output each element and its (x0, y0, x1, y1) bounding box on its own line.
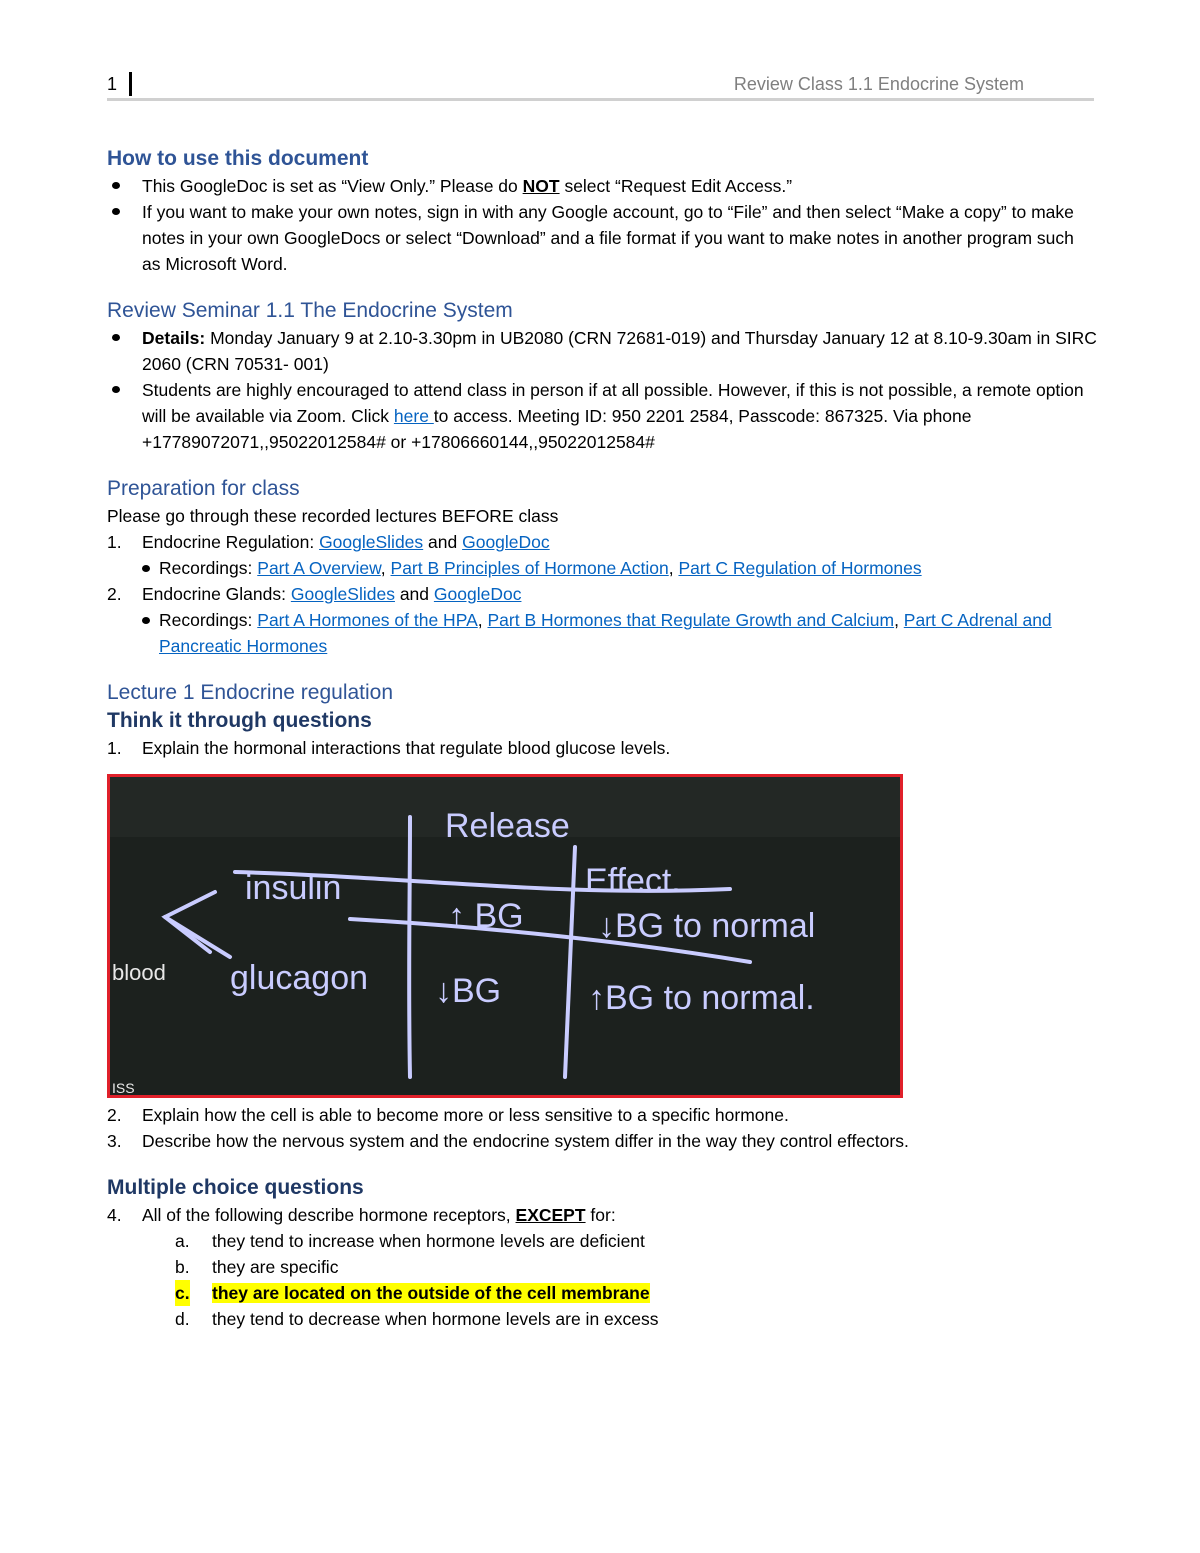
mc-heading: Multiple choice questions (107, 1176, 364, 1199)
prep-heading: Preparation for class (107, 477, 300, 500)
question-text: Explain how the cell is able to become more or less sensitive to a specific hormone. (142, 1105, 789, 1125)
think-list-cont (107, 1102, 1097, 1154)
think-list (107, 735, 1097, 761)
header-divider (129, 72, 132, 96)
board-glucagon: glucagon (230, 959, 369, 997)
question-text: Explain the hormonal interactions that regulate blood glucose levels. (142, 738, 671, 758)
attend-text: Students are highly encouraged to attend class in person if at all possible. However, if this is not possible, a remote option will be available via Zoom. Click (142, 380, 1084, 426)
option-c-correct (107, 1280, 1097, 1306)
page-number: 1 (107, 74, 118, 94)
prep-item-label: Endocrine Regulation: (142, 532, 320, 552)
how-to-heading: How to use this document (107, 147, 369, 170)
recording-link[interactable]: Part C Adrenal and Pancreatic Hormones (159, 610, 1052, 656)
question-number: 1. (107, 738, 122, 758)
recording-link[interactable]: Part B Hormones that Regulate Growth and Calcium (487, 610, 895, 630)
how-to-bullet-1 (107, 173, 1097, 199)
board-glucagon-effect: ↑BG to normal. (588, 979, 815, 1017)
question-tail: for: (585, 1205, 616, 1225)
seminar-details (107, 325, 1097, 377)
option-a (107, 1228, 1097, 1254)
details-label: Details: (142, 328, 206, 348)
recording-link[interactable]: Part B Principles of Hormone Action (390, 558, 669, 578)
mc-list (107, 1202, 1097, 1228)
board-release: Release (445, 807, 570, 845)
board-effect: Effect. (585, 862, 681, 900)
option-letter: a. (175, 1231, 190, 1251)
attend-tail: to access. Meeting ID: 950 2201 2584, Passcode: 867325. Via phone +17789072071,,95022012584# or +17806660144,,95022012584# (142, 406, 972, 452)
board-insulin: insulin (245, 869, 342, 907)
how-to-list (107, 173, 1097, 277)
option-letter: d. (175, 1309, 190, 1329)
not-emphasis: NOT (522, 176, 560, 196)
board-corner-label: ISS (112, 1080, 135, 1095)
question-4 (107, 1202, 1097, 1228)
prep-list (107, 529, 1097, 659)
prep-item-2 (107, 581, 1097, 659)
lecture-heading: Lecture 1 Endocrine regulation (107, 681, 394, 704)
document-body (107, 145, 1097, 1332)
option-letter: c. (175, 1280, 190, 1306)
question-number: 2. (107, 1105, 122, 1125)
prep-item-number: 2. (107, 584, 122, 604)
slides-link[interactable]: GoogleSlides (319, 532, 424, 552)
header-title: Review Class 1.1 Endocrine System (733, 74, 1024, 94)
how-to-bullet-2: If you want to make your own notes, sign in with any Google account, go to “File” and then select “Make a copy” to make notes in your own GoogleDocs or select “Download” and a file format if you want to make notes in another program such as Microsoft Word. (107, 199, 1097, 277)
recordings-line: Recordings: Part A Hormones of the HPA, Part B Hormones that Regulate Growth and Calcium, Part C Adrenal and Pancreatic Hormones (142, 607, 1097, 659)
doc-link[interactable]: GoogleDoc (433, 584, 522, 604)
option-text: they are specific (212, 1257, 339, 1277)
option-d (107, 1306, 1097, 1332)
option-text: they tend to increase when hormone levels are deficient (212, 1231, 645, 1251)
think-heading: Think it through questions (107, 709, 372, 732)
recordings-label: Recordings: (159, 558, 253, 578)
question-2 (107, 1102, 1097, 1128)
recording-link[interactable]: Part C Regulation of Hormones (678, 558, 922, 578)
option-letter: b. (175, 1257, 190, 1277)
prep-intro: Please go through these recorded lectures BEFORE class (107, 506, 559, 526)
question-text: Describe how the nervous system and the endocrine system differ in the way they control effectors. (142, 1131, 909, 1151)
recording-link[interactable]: Part A Overview (257, 558, 381, 578)
how-to-b1-tail: select “Request Edit Access.” (559, 176, 793, 196)
option-text: they tend to decrease when hormone levels are in excess (212, 1309, 659, 1329)
recording-link[interactable]: Part A Hormones of the HPA (257, 610, 478, 630)
except-emphasis: EXCEPT (515, 1205, 586, 1225)
board-insulin-release: ↑ BG (448, 897, 524, 935)
details-text: Monday January 9 at 2.10-3.30pm in UB2080 (CRN 72681-019) and Thursday January 12 at 8.10-9.30am in SIRC 2060 (CRN 70531- 001) (142, 328, 1097, 374)
seminar-heading: Review Seminar 1.1 The Endocrine System (107, 299, 513, 322)
how-to-b1-text: This GoogleDoc is set as “View Only.” Please do (142, 176, 523, 196)
and-text: and (394, 584, 434, 604)
seminar-list (107, 325, 1097, 455)
option-text-highlighted: they are located on the outside of the cell membrane (212, 1283, 650, 1303)
recordings-label: Recordings: (159, 610, 253, 630)
question-number: 4. (107, 1205, 122, 1225)
and-text: and (423, 532, 463, 552)
question-1 (107, 735, 1097, 761)
board-blood-label: blood (112, 960, 166, 985)
board-glucagon-release: ↓BG (435, 972, 502, 1010)
whiteboard-image (107, 774, 903, 1098)
zoom-link[interactable]: here (393, 406, 434, 426)
question-3 (107, 1128, 1097, 1154)
recordings-line: Recordings: Part A Overview, Part B Principles of Hormone Action, Part C Regulation of Hormones (142, 555, 1097, 581)
question-text: All of the following describe hormone receptors, (142, 1205, 516, 1225)
slides-link[interactable]: GoogleSlides (290, 584, 395, 604)
option-b (107, 1254, 1097, 1280)
prep-item-label: Endocrine Glands: (142, 584, 291, 604)
prep-item-1 (107, 529, 1097, 581)
whiteboard-drawing (110, 777, 900, 1095)
page-header (107, 72, 1094, 101)
doc-link[interactable]: GoogleDoc (462, 532, 550, 552)
seminar-attendance (107, 377, 1097, 455)
prep-item-number: 1. (107, 532, 122, 552)
question-number: 3. (107, 1131, 122, 1151)
board-insulin-effect: ↓BG to normal (598, 907, 816, 945)
mc-options (107, 1228, 1097, 1332)
